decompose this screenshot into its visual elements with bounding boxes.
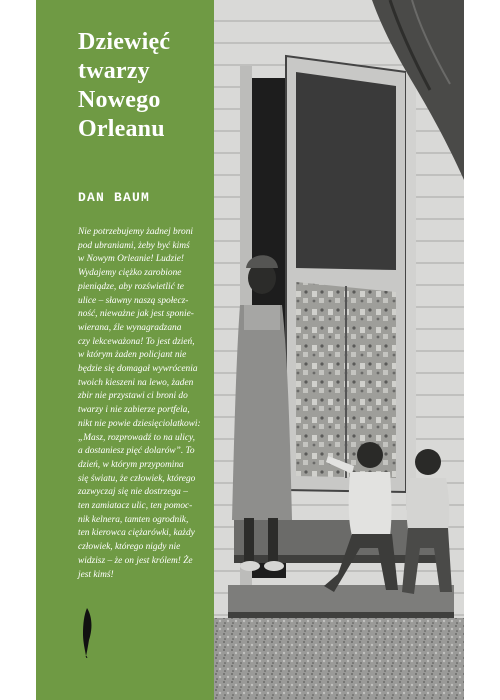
- publisher-feather-logo-icon: [80, 606, 94, 658]
- blurb-line: dzień, w którym przypomina: [78, 459, 184, 470]
- blurb-line: w którym żaden policjant nie: [78, 350, 187, 361]
- blurb-line: zbir nie przystawi ci broni do: [78, 391, 188, 402]
- blurb-line: twoich kieszeni na lewo, żaden: [78, 377, 194, 388]
- green-text-panel: [36, 0, 214, 700]
- blurb-line: widzisz – że on jest królem! Że: [78, 555, 193, 566]
- blurb-line: twarzy i nie zabierze portfela,: [78, 405, 190, 416]
- book-cover: [36, 0, 464, 700]
- cover-photo: [214, 0, 464, 700]
- blurb-line: a dostaniesz pięć dolarów”. To: [78, 446, 195, 457]
- blurb-text: [78, 226, 206, 582]
- blurb-line: będzie się domagał wywrócenia: [78, 364, 198, 375]
- blurb-line: zazwyczaj się nie dostrzega –: [78, 487, 188, 498]
- blurb-line: Nie potrzebujemy żadnej broni: [78, 227, 194, 237]
- blurb-line: ulice – sławny naszą społecz-: [78, 295, 189, 306]
- blurb-line: Wydajemy ciężko zarobione: [78, 268, 182, 279]
- blurb-line: „Masz, rozprowadź to na ulicy,: [78, 432, 196, 443]
- title-line: Orleanu: [78, 116, 165, 142]
- blurb-line: ten kierowca ciężarówki, każdy: [78, 528, 195, 539]
- book-title: [78, 28, 210, 144]
- title-line: Dziewięć: [78, 29, 171, 55]
- blurb-line: człowiek, którego nigdy nie: [78, 542, 181, 553]
- blurb-line: ten zamiatacz ulic, ten pomoc-: [78, 501, 193, 512]
- blurb-line: wierana, źle wynagradzana: [78, 322, 182, 333]
- photo-illustration: [214, 0, 464, 700]
- blurb-line: w Nowym Orleanie! Ludzie!: [78, 254, 184, 265]
- title-line: Nowego: [78, 87, 161, 113]
- blurb-line: nik kelnera, tamten ogrodnik,: [78, 514, 189, 525]
- blurb-line: pieniądze, aby rozświetlić te: [78, 281, 184, 292]
- blurb-line: pod ubraniami, żeby być kimś: [78, 240, 190, 251]
- author-name: DAN BAUM: [78, 190, 151, 205]
- blurb-line: się światu, że człowiek, którego: [78, 473, 196, 484]
- title-line: twarzy: [78, 58, 150, 84]
- blurb-line: jest kimś!: [78, 569, 114, 580]
- blurb-line: ność, nieważne jak jest sponie-: [78, 309, 194, 320]
- blurb-line: czy lekceważona! To jest dzień,: [78, 336, 195, 347]
- blurb-line: nikt nie powie dziesięciolatkowi:: [78, 418, 201, 429]
